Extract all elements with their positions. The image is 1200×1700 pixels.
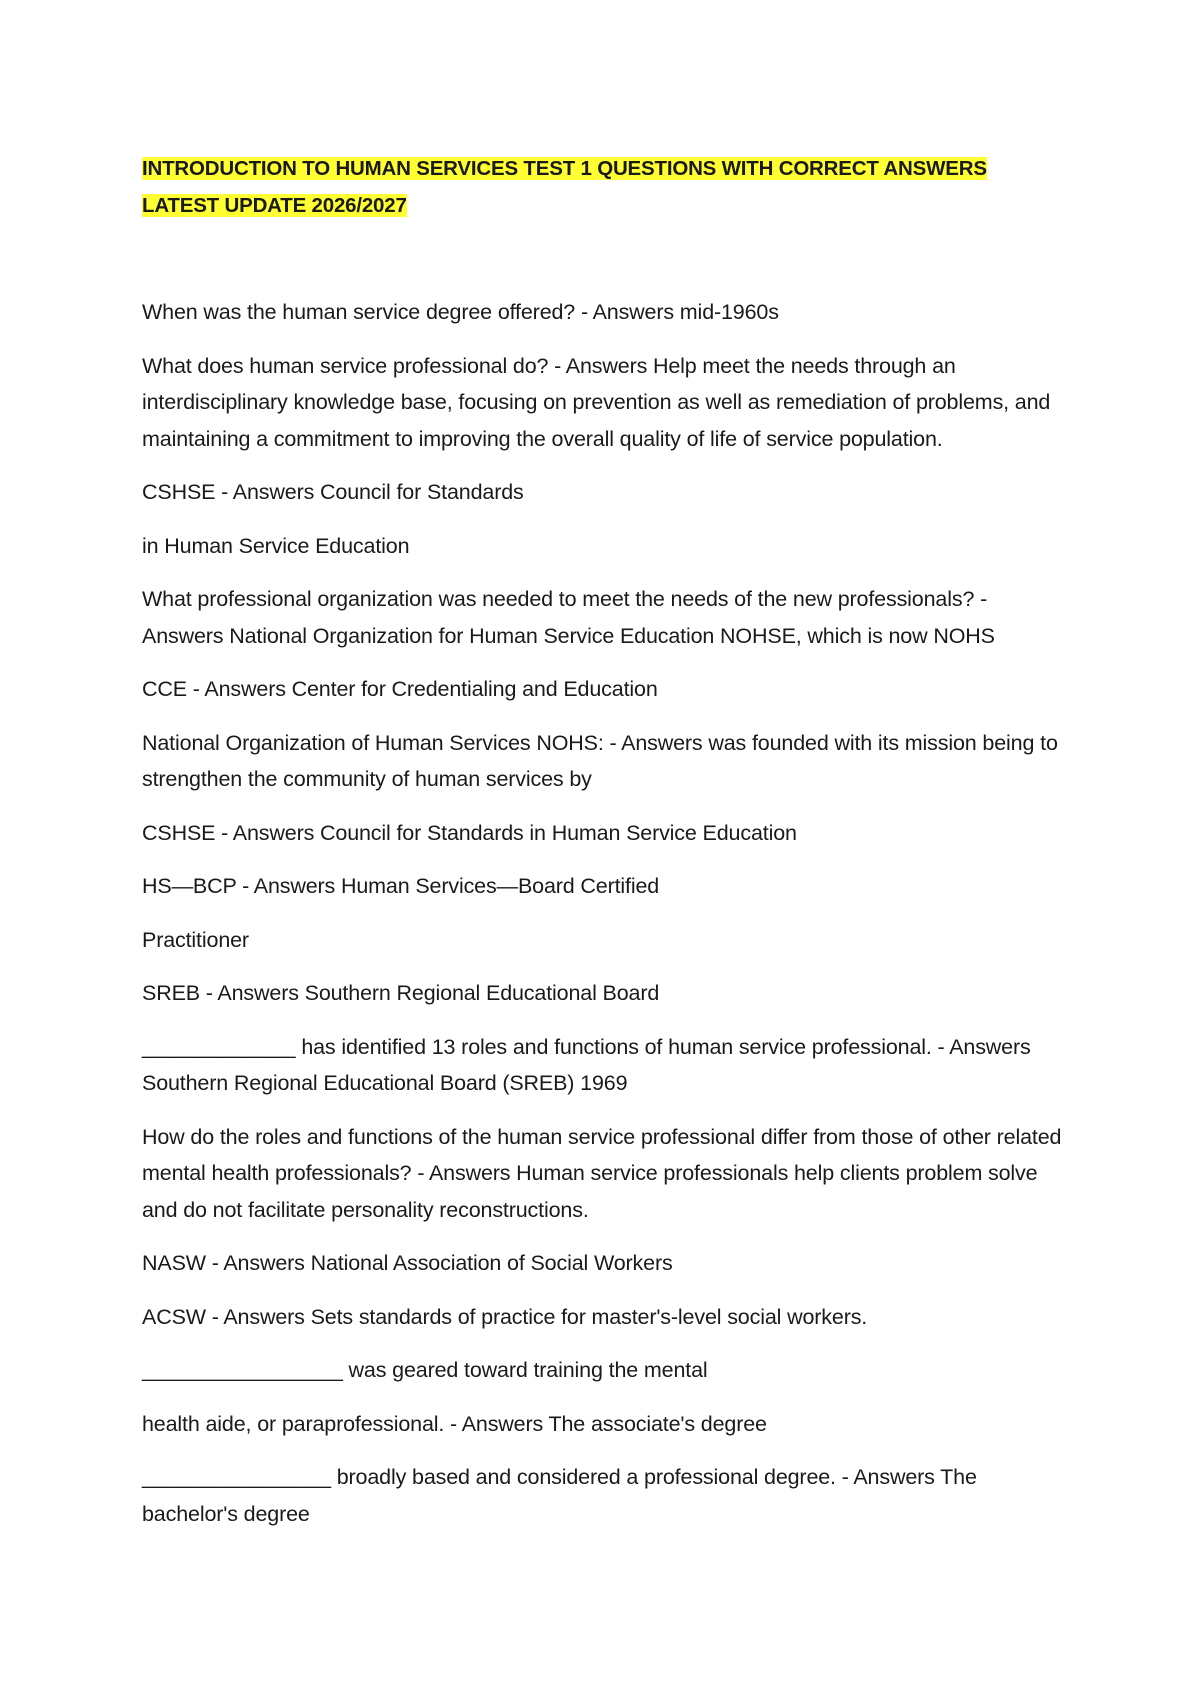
qa-paragraph: When was the human service degree offered? - Answers mid-1960s: [142, 300, 779, 324]
qa-paragraph: What professional organization was needed to meet the needs of the new professionals? - Answers National Organization for Human Service Education NOHSE, which is now NOHS: [142, 587, 995, 648]
qa-paragraph: NASW - Answers National Association of Social Workers: [142, 1251, 673, 1275]
qa-paragraph: What does human service professional do? - Answers Help meet the needs through an interdisciplinary knowledge base, focusing on prevention as well as remediation of problems, and maintaining a commitment to improving the overall quality of life of service population.: [142, 353, 1051, 451]
document-page: [142, 150, 1062, 1549]
qa-paragraph: ________________ broadly based and considered a professional degree. - Answers The bachelor's degree: [142, 1465, 977, 1526]
qa-paragraph: National Organization of Human Services NOHS: - Answers was founded with its mission being to strengthen the community of human services by: [142, 730, 1058, 791]
qa-paragraph: CSHSE - Answers Council for Standards in Human Service Education: [142, 820, 797, 845]
qa-paragraph: CCE - Answers Center for Credentialing and Education: [142, 677, 658, 701]
qa-paragraph: HS—BCP - Answers Human Services—Board Certified: [142, 874, 660, 898]
qa-paragraph: SREB - Answers Southern Regional Educational Board: [142, 981, 660, 1005]
document-title: [142, 150, 1062, 224]
qa-paragraph: health aide, or paraprofessional. - Answers The associate's degree: [142, 1411, 767, 1436]
qa-paragraph: _________________ was geared toward training the mental: [142, 1358, 708, 1382]
title-highlight: INTRODUCTION TO HUMAN SERVICES TEST 1 QUESTIONS WITH CORRECT ANSWERS LATEST UPDATE 2026/2027: [142, 157, 987, 217]
qa-paragraph: ACSW - Answers Sets standards of practice for master's-level social workers.: [142, 1304, 868, 1329]
qa-paragraph: CSHSE - Answers Council for Standards: [142, 480, 524, 504]
qa-paragraph: _____________ has identified 13 roles and functions of human service professional. - Answers Southern Regional Educational Board (SREB) 1969: [142, 1034, 1031, 1095]
qa-paragraph: in Human Service Education: [142, 533, 410, 558]
qa-paragraph: How do the roles and functions of the human service professional differ from those of other related mental health professionals? - Answers Human service professionals help clients problem solve and do not facilitate personality reconstructions.: [142, 1124, 1062, 1222]
qa-paragraph: Practitioner: [142, 927, 249, 952]
